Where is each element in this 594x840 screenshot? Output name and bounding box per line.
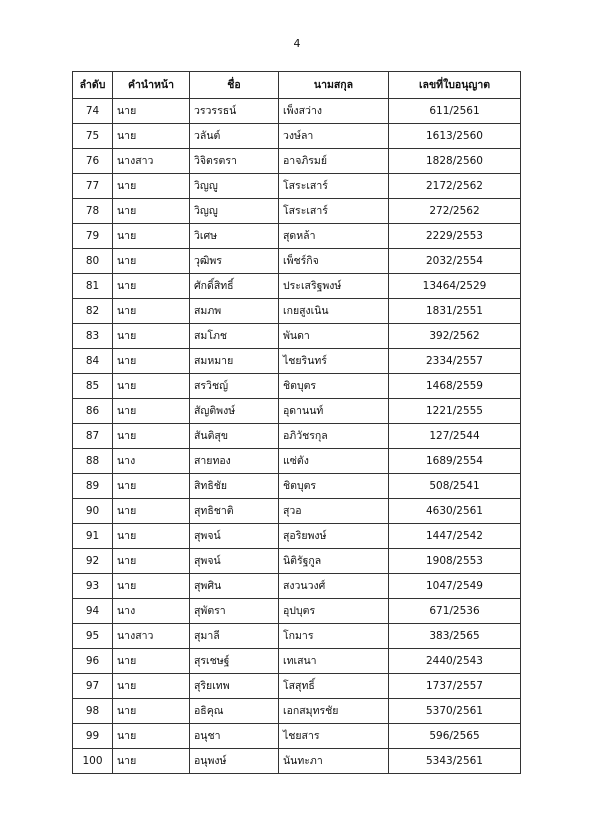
table-row [73, 149, 521, 174]
cell-title: นาย [113, 224, 190, 249]
header-last-name: นามสกุล [279, 72, 389, 99]
cell-title: นาย [113, 574, 190, 599]
cell-last-name: วงษ์ลา [279, 124, 389, 149]
cell-last-name: แซ่ตัง [279, 449, 389, 474]
cell-title: นาย [113, 424, 190, 449]
cell-number: 100 [73, 749, 113, 774]
cell-first-name: อนุพงษ์ [190, 749, 279, 774]
cell-number: 89 [73, 474, 113, 499]
cell-first-name: ศักดิ์สิทธิ์ [190, 274, 279, 299]
cell-number: 79 [73, 224, 113, 249]
table-row [73, 574, 521, 599]
cell-last-name: อุปบุตร [279, 599, 389, 624]
cell-last-name: เพ็ชร์กิจ [279, 249, 389, 274]
cell-title: นาย [113, 474, 190, 499]
cell-first-name: วิญญู [190, 199, 279, 224]
cell-license-number: 1737/2557 [389, 674, 521, 699]
cell-number: 90 [73, 499, 113, 524]
cell-license-number: 1908/2553 [389, 549, 521, 574]
cell-number: 80 [73, 249, 113, 274]
cell-title: นางสาว [113, 624, 190, 649]
cell-last-name: นันทะภา [279, 749, 389, 774]
cell-license-number: 508/2541 [389, 474, 521, 499]
cell-first-name: สุมาลี [190, 624, 279, 649]
cell-license-number: 2032/2554 [389, 249, 521, 274]
cell-first-name: อธิคุณ [190, 699, 279, 724]
cell-last-name: ไชยสาร [279, 724, 389, 749]
cell-last-name: เพ็งสว่าง [279, 99, 389, 124]
cell-number: 96 [73, 649, 113, 674]
cell-last-name: เกยสูงเนิน [279, 299, 389, 324]
cell-title: นาย [113, 274, 190, 299]
cell-title: นาย [113, 674, 190, 699]
cell-first-name: สมหมาย [190, 349, 279, 374]
cell-first-name: วลันต์ [190, 124, 279, 149]
header-row [73, 72, 521, 99]
cell-first-name: สุรเชษฐ์ [190, 649, 279, 674]
cell-first-name: สิทธิชัย [190, 474, 279, 499]
cell-number: 97 [73, 674, 113, 699]
cell-number: 94 [73, 599, 113, 624]
cell-title: นาย [113, 749, 190, 774]
cell-number: 95 [73, 624, 113, 649]
table-row [73, 124, 521, 149]
cell-license-number: 611/2561 [389, 99, 521, 124]
cell-last-name: อภิวัชรกุล [279, 424, 389, 449]
header-title: คำนำหน้า [113, 72, 190, 99]
cell-first-name: วรวรรธน์ [190, 99, 279, 124]
cell-license-number: 5343/2561 [389, 749, 521, 774]
cell-first-name: วิเศษ [190, 224, 279, 249]
cell-license-number: 1613/2560 [389, 124, 521, 149]
cell-first-name: สุพจน์ [190, 549, 279, 574]
cell-license-number: 127/2544 [389, 424, 521, 449]
cell-license-number: 13464/2529 [389, 274, 521, 299]
cell-last-name: สงวนวงศ์ [279, 574, 389, 599]
table-row [73, 224, 521, 249]
cell-license-number: 671/2536 [389, 599, 521, 624]
cell-last-name: อาจภิรมย์ [279, 149, 389, 174]
table-row [73, 649, 521, 674]
cell-license-number: 272/2562 [389, 199, 521, 224]
cell-number: 93 [73, 574, 113, 599]
table-row [73, 399, 521, 424]
cell-last-name: อุดานนท์ [279, 399, 389, 424]
cell-title: นาย [113, 524, 190, 549]
table-row [73, 524, 521, 549]
cell-title: นาย [113, 499, 190, 524]
cell-license-number: 4630/2561 [389, 499, 521, 524]
table-row [73, 599, 521, 624]
cell-number: 86 [73, 399, 113, 424]
cell-license-number: 1047/2549 [389, 574, 521, 599]
cell-license-number: 2334/2557 [389, 349, 521, 374]
cell-license-number: 2229/2553 [389, 224, 521, 249]
table-row [73, 424, 521, 449]
cell-first-name: วิญญู [190, 174, 279, 199]
cell-license-number: 2440/2543 [389, 649, 521, 674]
cell-number: 74 [73, 99, 113, 124]
cell-first-name: สมภพ [190, 299, 279, 324]
header-license-number: เลขที่ใบอนุญาต [389, 72, 521, 99]
cell-first-name: สุพศิน [190, 574, 279, 599]
cell-last-name: เอกสมุทรชัย [279, 699, 389, 724]
table-body [73, 99, 521, 774]
cell-title: นาย [113, 199, 190, 224]
cell-last-name: ชิตบุตร [279, 374, 389, 399]
cell-license-number: 1468/2559 [389, 374, 521, 399]
cell-number: 92 [73, 549, 113, 574]
cell-title: นาย [113, 324, 190, 349]
table-row [73, 699, 521, 724]
cell-first-name: สุพจน์ [190, 524, 279, 549]
table-row [73, 624, 521, 649]
cell-last-name: ประเสริฐพงษ์ [279, 274, 389, 299]
cell-title: นาย [113, 349, 190, 374]
table-row [73, 549, 521, 574]
cell-title: นาย [113, 174, 190, 199]
cell-title: นาย [113, 299, 190, 324]
cell-last-name: ไชยรินทร์ [279, 349, 389, 374]
table-row [73, 174, 521, 199]
cell-title: นาง [113, 449, 190, 474]
cell-title: นาย [113, 374, 190, 399]
table-row [73, 449, 521, 474]
cell-last-name: นิติรัฐกูล [279, 549, 389, 574]
cell-first-name: สุพัตรา [190, 599, 279, 624]
cell-last-name: โสสุทธิ์ [279, 674, 389, 699]
cell-first-name: สันติสุข [190, 424, 279, 449]
table-row [73, 499, 521, 524]
cell-license-number: 2172/2562 [389, 174, 521, 199]
table-row [73, 199, 521, 224]
table-row [73, 349, 521, 374]
cell-title: นาง [113, 599, 190, 624]
cell-title: นาย [113, 699, 190, 724]
table-row [73, 474, 521, 499]
cell-number: 75 [73, 124, 113, 149]
cell-title: นาย [113, 124, 190, 149]
license-table [72, 71, 521, 774]
cell-first-name: สัญติพงษ์ [190, 399, 279, 424]
cell-number: 76 [73, 149, 113, 174]
cell-title: นาย [113, 549, 190, 574]
cell-last-name: เทเสนา [279, 649, 389, 674]
cell-license-number: 1447/2542 [389, 524, 521, 549]
cell-title: นาย [113, 399, 190, 424]
cell-first-name: สมโภช [190, 324, 279, 349]
cell-number: 87 [73, 424, 113, 449]
cell-license-number: 1831/2551 [389, 299, 521, 324]
cell-number: 78 [73, 199, 113, 224]
cell-last-name: พันดา [279, 324, 389, 349]
cell-number: 85 [73, 374, 113, 399]
table-row [73, 299, 521, 324]
cell-license-number: 1828/2560 [389, 149, 521, 174]
cell-number: 91 [73, 524, 113, 549]
cell-first-name: อนุชา [190, 724, 279, 749]
cell-last-name: โสระเสาร์ [279, 174, 389, 199]
table-row [73, 374, 521, 399]
cell-license-number: 1221/2555 [389, 399, 521, 424]
cell-title: นาย [113, 99, 190, 124]
cell-last-name: สุวอ [279, 499, 389, 524]
cell-title: นาย [113, 724, 190, 749]
cell-last-name: สุดหล้า [279, 224, 389, 249]
cell-first-name: วิจิตรตรา [190, 149, 279, 174]
cell-first-name: สุทธิชาติ [190, 499, 279, 524]
header-no: ลำดับ [73, 72, 113, 99]
table-row [73, 99, 521, 124]
cell-number: 77 [73, 174, 113, 199]
cell-first-name: สรวิชญ์ [190, 374, 279, 399]
header-first-name: ชื่อ [190, 72, 279, 99]
cell-license-number: 392/2562 [389, 324, 521, 349]
cell-title: นาย [113, 249, 190, 274]
cell-first-name: วุฒิพร [190, 249, 279, 274]
cell-title: นางสาว [113, 149, 190, 174]
table-row [73, 274, 521, 299]
cell-number: 81 [73, 274, 113, 299]
cell-last-name: โสระเสาร์ [279, 199, 389, 224]
cell-number: 83 [73, 324, 113, 349]
table-row [73, 324, 521, 349]
cell-last-name: ชิตบุตร [279, 474, 389, 499]
cell-license-number: 5370/2561 [389, 699, 521, 724]
table-row [73, 749, 521, 774]
table-row [73, 249, 521, 274]
page-number: 4 [293, 37, 301, 50]
cell-number: 82 [73, 299, 113, 324]
cell-last-name: โกมาร [279, 624, 389, 649]
cell-number: 98 [73, 699, 113, 724]
cell-title: นาย [113, 649, 190, 674]
table-row [73, 724, 521, 749]
cell-last-name: สุอริยพงษ์ [279, 524, 389, 549]
cell-number: 84 [73, 349, 113, 374]
cell-license-number: 596/2565 [389, 724, 521, 749]
cell-first-name: สุริยเทพ [190, 674, 279, 699]
cell-first-name: สายทอง [190, 449, 279, 474]
cell-license-number: 383/2565 [389, 624, 521, 649]
cell-number: 99 [73, 724, 113, 749]
table-header [73, 72, 521, 99]
table-row [73, 674, 521, 699]
cell-number: 88 [73, 449, 113, 474]
cell-license-number: 1689/2554 [389, 449, 521, 474]
